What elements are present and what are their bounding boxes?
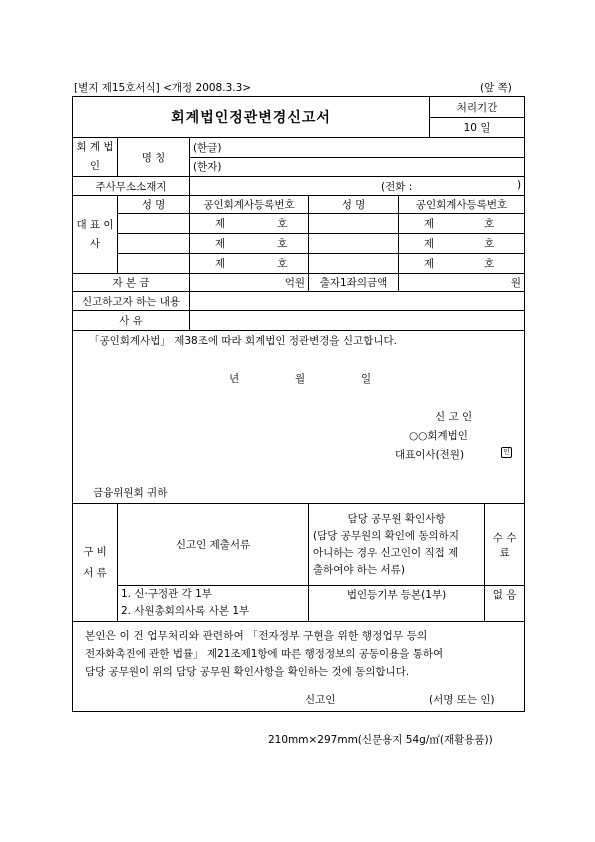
corp-name-sample: ○○회계법인 bbox=[409, 430, 468, 442]
report-form-table bbox=[72, 96, 525, 712]
rep-name-field[interactable] bbox=[309, 234, 399, 254]
seal-mark: 인 bbox=[501, 447, 512, 458]
sign-note[interactable]: (서명 또는 인) bbox=[429, 694, 495, 706]
phone-close: ) bbox=[516, 178, 522, 191]
rep-reg-field[interactable]: 제 호 bbox=[399, 214, 525, 234]
submit-docs-header: 신고인 제출서류 bbox=[118, 504, 309, 586]
contribution-field[interactable]: 원 bbox=[399, 274, 525, 292]
form-title: 회계법인정관변경신고서 bbox=[73, 97, 430, 138]
reps-group-label: 대 표 이 사 bbox=[73, 196, 118, 274]
addressee: 금융위원회 귀하 bbox=[93, 487, 168, 499]
consent-line-2: 전자화촉진에 관한 법률」 제21조제1항에 따른 행정정보의 공동이용을 통하여 bbox=[85, 648, 444, 660]
rep-col-reg-2: 공인회계사등록번호 bbox=[399, 196, 525, 214]
report-content-label: 신고하고자 하는 내용 bbox=[73, 292, 190, 311]
capital-label: 자 본 금 bbox=[73, 274, 190, 292]
rep-name-field[interactable] bbox=[309, 214, 399, 234]
date-month: 월 bbox=[295, 373, 306, 385]
rep-col-name-2: 성 명 bbox=[309, 196, 399, 214]
rep-reg-field[interactable]: 제 호 bbox=[190, 234, 309, 254]
rep-reg-field[interactable]: 제 호 bbox=[399, 234, 525, 254]
corp-name-label: 명 칭 bbox=[118, 138, 190, 177]
office-address-field[interactable] bbox=[190, 177, 525, 196]
rep-name-field[interactable] bbox=[118, 254, 190, 274]
rep-reg-field[interactable]: 제 호 bbox=[399, 254, 525, 274]
contribution-label: 출자1좌의금액 bbox=[309, 274, 399, 292]
rep-name-field[interactable] bbox=[118, 214, 190, 234]
rep-reg-field[interactable]: 제 호 bbox=[190, 214, 309, 234]
report-content-field[interactable] bbox=[190, 292, 525, 311]
rep-name-field[interactable] bbox=[118, 234, 190, 254]
processing-period-value: 10 일 bbox=[430, 118, 525, 138]
rep-name-field[interactable] bbox=[309, 254, 399, 274]
consent-block bbox=[73, 622, 525, 712]
page-side-label: (앞 쪽) bbox=[480, 82, 512, 94]
declaration-statement: 「공인회계사법」 제38조에 따라 회계법인 정관변경을 신고합니다. bbox=[89, 335, 397, 347]
office-address-label: 주사무소소재지 bbox=[73, 177, 190, 196]
submit-item-1: 1. 신·구정관 각 1부 bbox=[121, 588, 212, 600]
submit-item-2: 2. 사원총회의사록 사본 1부 bbox=[121, 605, 250, 617]
rep-reg-field[interactable]: 제 호 bbox=[190, 254, 309, 274]
consent-line-3: 담당 공무원이 위의 담당 공무원 확인사항을 확인하는 것에 동의합니다. bbox=[85, 666, 410, 678]
capital-field[interactable]: 억원 bbox=[190, 274, 309, 292]
reporter-label: 신 고 인 bbox=[435, 411, 473, 423]
corp-name-hanja[interactable]: (한자) bbox=[190, 157, 525, 177]
corp-name-korean[interactable]: (한글) bbox=[190, 138, 525, 158]
form-number: [별지 제15호서식] <개정 2008.3.3> bbox=[74, 82, 252, 94]
rep-directors-label: 대표이사(전원) bbox=[395, 449, 465, 461]
processing-period-label: 처리기간 bbox=[430, 97, 525, 118]
docs-group-label: 구 비 서 류 bbox=[73, 504, 118, 622]
confirm-docs-header: 담당 공무원 확인사항 (담당 공무원의 확인에 동의하지 아니하는 경우 신고인이 직접 제 출하여야 하는 서류) bbox=[309, 504, 485, 586]
rep-col-name-1: 성 명 bbox=[118, 196, 190, 214]
phone-label: (전화 : bbox=[381, 180, 413, 193]
date-day: 일 bbox=[361, 373, 372, 385]
corp-group-label: 회 계 법 인 bbox=[73, 138, 118, 177]
reason-label: 사 유 bbox=[73, 311, 190, 331]
consent-signer: 신고인 bbox=[305, 694, 336, 706]
reason-field[interactable] bbox=[190, 311, 525, 331]
rep-col-reg-1: 공인회계사등록번호 bbox=[190, 196, 309, 214]
declaration-block bbox=[73, 331, 525, 504]
date-year: 년 bbox=[229, 373, 240, 385]
submit-docs-list bbox=[118, 586, 309, 622]
paper-spec: 210mm×297mm(신문용지 54g/㎡(재활용품)) bbox=[268, 734, 493, 746]
consent-line-1: 본인은 이 건 업무처리와 관련하여 「전자정부 구현을 위한 행정업무 등의 bbox=[85, 630, 428, 642]
fee-header: 수 수 료 bbox=[485, 504, 525, 586]
fee-value: 없 음 bbox=[485, 586, 525, 622]
confirm-item: 법인등기부 등본(1부) bbox=[309, 586, 485, 622]
